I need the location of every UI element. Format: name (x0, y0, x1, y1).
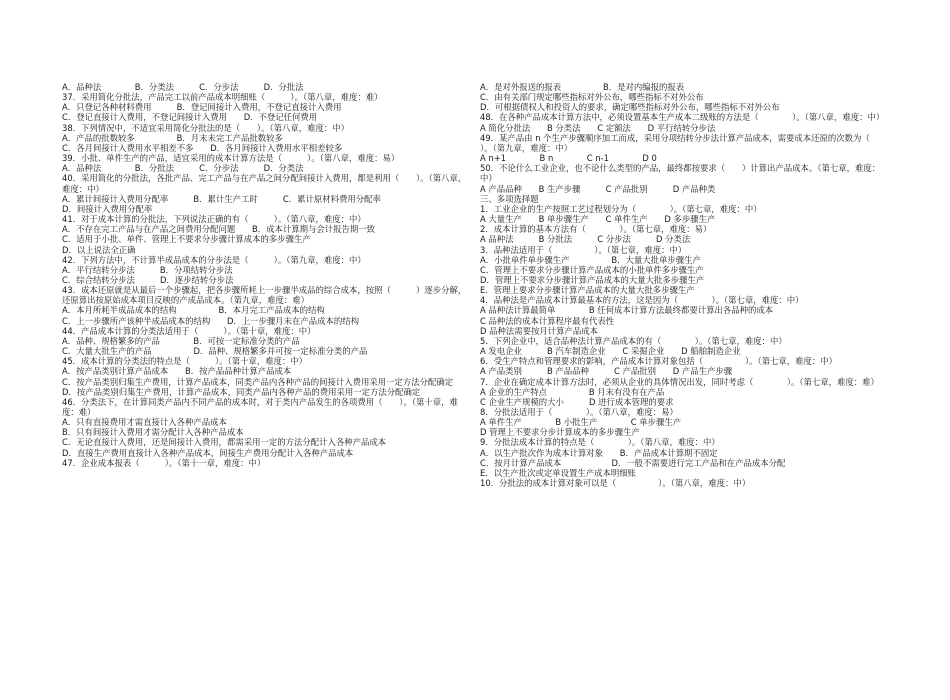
right-column-line: 8．分批法适用于（ ）。（第八章，难度：易） (480, 407, 678, 417)
left-column-line: A．产品的批数较多 B．月末未完工产品批数较多 (62, 132, 283, 143)
right-text-column (480, 82, 904, 489)
right-column-line: 2．成本计算的基本方法有（ ）。（第七章，难度：易） (480, 224, 712, 235)
right-column-line: A 产品品种 B 生产步骤 C 产品批别 D 产品种类 (480, 183, 716, 194)
left-column-line: 47．企业成本报表（ ）。（第十一章，难度：中） (62, 457, 266, 468)
right-column-line: A．是对外报送的报表 B．是对内编报的报表 (480, 82, 685, 92)
left-column-line: D．直接生产费用直接计入各种产品成本，间接生产费用分配计入各种产品成本 (62, 447, 354, 458)
left-column-line: 39．小批、单件生产的产品，适宜采用的成本计算方法是（ ）。（第八章，难度：易） (62, 153, 400, 164)
right-column-line: C．由有关部门规定哪些指标对外公布，哪些指标不对外公布 (480, 92, 704, 103)
right-column-line: 9．分批法成本计算的特点是（ ）。（第八章，难度：中） (480, 437, 720, 448)
right-column-line: D 管理上不要求分步计算成本的多步骤生产 (480, 427, 640, 438)
right-column-line: C 品种法的成本计算程序最有代表性 (480, 315, 615, 326)
right-column-line: C．管理上不要求分步骤计算产品成本的小批单件多步骤生产 (480, 264, 704, 275)
right-column-line: 5．下列企业中，适合品种法计算产品成本的有（ ）。（第七章，难度：中） (480, 335, 787, 346)
left-column-line: 37．采用简化分批法，产品完工以前产品成本明细账（ ）。（第八章，难度：难） (62, 92, 383, 103)
left-column-line: C．无论直接计入费用，还是间接计入费用，都需采用一定的方法分配计入各种产品成本 (62, 437, 387, 448)
left-column-line: C．按产品类别归集生产费用，计算产品成本，同类产品内各种产品的间接计入费用采用一定方法分配确定 (62, 376, 454, 387)
right-column-line: 3．品种法适用于（ ）。（第七章，难度：中） (480, 244, 687, 255)
left-column-line: 41．对于成本计算的分批法，下列说法正确的有（ ）。（第八章，难度：中） (62, 214, 366, 225)
right-column-line: A．小批单件单步骤生产 B．大量大批单步骤生产 (480, 254, 701, 265)
right-column-line: 49．某产品由 n 个生产步骤顺序加工而成，采用分项结转分步法计算产品成本，需要成本还原的次数为（ ）。（第九章，难度：中） (480, 132, 904, 153)
left-column-line: 44．产品成本计算的分类法适用于（ ）。（第十章，难度：中） (62, 325, 316, 336)
right-column-line: D．可根据债权人和投资人的要求，确定哪些指标对外公布，哪些指标不对外公布 (480, 102, 780, 113)
left-column-line: A．累计间接计入费用分配率 B．累计生产工时 C．累计原材料费用分配率 (62, 193, 381, 204)
left-column-line: C．适用于小批、单件、管理上不要求分步骤计算成本的多步骤生产 (62, 234, 311, 245)
left-column-line: A．品种法 B．分批法 C．分步法 D．分类法 (62, 163, 304, 174)
left-column-line: C．综合结转分步法 D．逐步结转分步法 (62, 274, 234, 285)
right-column-line: A 发电企业 B 汽车制造企业 C 采掘企业 D 船舶制造企业 (480, 346, 741, 357)
left-text-column (62, 82, 472, 468)
left-column-line: D．间接计入费用分配率 (62, 203, 153, 214)
left-column-line: A．只有直接费用才需直接计入各种产品成本 (62, 417, 227, 428)
right-column-line: A n+1 B n C n-1 D 0 (480, 153, 657, 164)
left-column-line: A．不存在完工产品与在产品之间费用分配问题 B．成本计算期与会计报告期一致 (62, 224, 375, 235)
left-column-line: A．按产品类别计算产品成本 B．按产品品种计算产品成本 (62, 366, 292, 377)
left-column-line: B．只有间接计入费用才需分配计入各种产品成本 (62, 427, 244, 438)
right-column-line: A 品种法计算最简单 B 任何成本计算方法最终都要计算出各品种的成本 (480, 305, 774, 316)
left-column-line: 43．成本还原就是从最后一个步骤起，把各步骤所耗上一步骤半成品的综合成本，按照（ ）逐步分解，还原算出按原始成本项目反映的产成品成本。（第九章，难度：难） (62, 285, 467, 306)
right-column-line: E．以生产批次或定单设置生产成本明细账 (480, 467, 637, 478)
right-column-line: 6．受生产特点和管理要求的影响，产品成本计算对象包括（ ）。（第七章，难度：中） (480, 356, 838, 367)
right-column-line: D 品种法需要按月计算产品成本 (480, 325, 598, 336)
right-column-line: A 品种法 B 分批法 C 分步法 D 分类法 (480, 234, 691, 245)
right-column-line: 7．企业在确定成本计算方法时，必须从企业的具体情况出发，同时考虑（ ）。（第七章，难度：难） (480, 376, 879, 387)
right-column-line: D．管理上不要求分步骤计算产品成本的大量大批多步骤生产 (480, 274, 705, 285)
right-column-line: E．管理上要求分步骤计算产品成本的大量大批多步骤生产 (480, 285, 695, 296)
left-column-line: 45．成本计算的分类法的特点是（ ）。（第十章，难度：中） (62, 356, 308, 367)
left-column-line: 40．采用简化的分批法，各批产品、完工产品与在产品之间分配间接计入费用，都是利用（ ）。（第八章，难度：中） (62, 173, 467, 194)
left-column-line: 38．下列情况中，不适宜采用简化分批法的是（ ）。（第八章，难度：中） (62, 122, 350, 133)
left-column-line: A．品种法 B．分类法 C．分步法 D．分批法 (62, 82, 304, 92)
right-column-line: C．按月计算产品成本 D．一般不需要进行完工产品和在产品成本分配 (480, 457, 786, 468)
left-column-line: A．品种、规格繁多的产品 B．可按一定标准分类的产品 (62, 335, 300, 346)
right-column-line: 1．工业企业的生产按照工艺过程划分为（ ）。（第七章，难度：中） (480, 203, 762, 214)
left-column-line: 42．下列方法中，不计算半成品成本的分步法是（ ）。（第九章，难度：中） (62, 254, 366, 265)
left-column-line: D．以上说法全正确 (62, 244, 136, 255)
right-column-line: A 企业的生产特点 B 月末有没有在产品 (480, 386, 665, 397)
left-column-line: A．平行结转分步法 B．分项结转分步法 (62, 264, 233, 275)
left-column-line: A．本月所耗半成品成本的结构 B．本月完工产品成本的结构 (62, 305, 325, 316)
left-column-line: C．大量大批生产的产品 D．品种、规格繁多并可按一定标准分类的产品 (62, 346, 368, 357)
left-column-line: C．登记直接计入费用，不登记间接计入费用 D．不登记任何费用 (62, 112, 318, 123)
right-column-line: 10．分批法的成本计算对象可以是（ ）。（第八章，难度：中） (480, 478, 751, 489)
left-column-line: C．上一步骤所产该种半成品成本的结构 D．上一步骤月末在产品成本的结构 (62, 315, 360, 326)
right-column-line: 4．品种法是产品成本计算最基本的方法，这是因为（ ）。（第七章，难度：中） (480, 295, 804, 306)
left-column-line: D．按产品类别归集生产费用，计算产品成本，同类产品内各种产品的费用采用一定方法分配确定 (62, 386, 421, 397)
right-column-line: 48．在各种产品成本计算方法中，必须设置基本生产成本二级账的方法是（ ）。（第八章，难度：中） (480, 112, 885, 123)
right-column-line: A．以生产批次作为成本计算对象 B．产品成本计算期不固定 (480, 447, 718, 458)
right-column-line: A 单件生产 B 小批生产 C 单步骤生产 (480, 417, 682, 428)
right-column-line: A 产品类别 B 产品品种 C 产品批别 D 产品生产步骤 (480, 366, 733, 377)
right-column-line: A 简化分批法 B 分类法 C 定额法 D 平行结转分步法 (480, 122, 716, 133)
right-column-line: 50．不论什么工业企业，也不论什么类型的产品，最终都按要求（ ）计算出产品成本。（第七章，难度：中） (480, 163, 881, 184)
left-column-line: A．只登记各种材料费用 B．登记间接计入费用，不登记直接计入费用 (62, 102, 342, 113)
left-column-line: C．各月间接计入费用水平相差不多 D．各月间接计入费用水平相差较多 (62, 142, 343, 153)
right-column-line: 三、多项选择题 (480, 193, 539, 204)
right-column-line: A 大量生产 B 单步骤生产 C 单件生产 D 多步骤生产 (480, 214, 716, 225)
right-column-line: C 企业生产规模的大小 D 进行成本管理的要求 (480, 396, 674, 407)
left-column-line: 46．分类法下，在计算同类产品内不同产品的成本时，对于类内产品发生的各项费用（ ）。（第十章，难度：难） (62, 396, 458, 417)
